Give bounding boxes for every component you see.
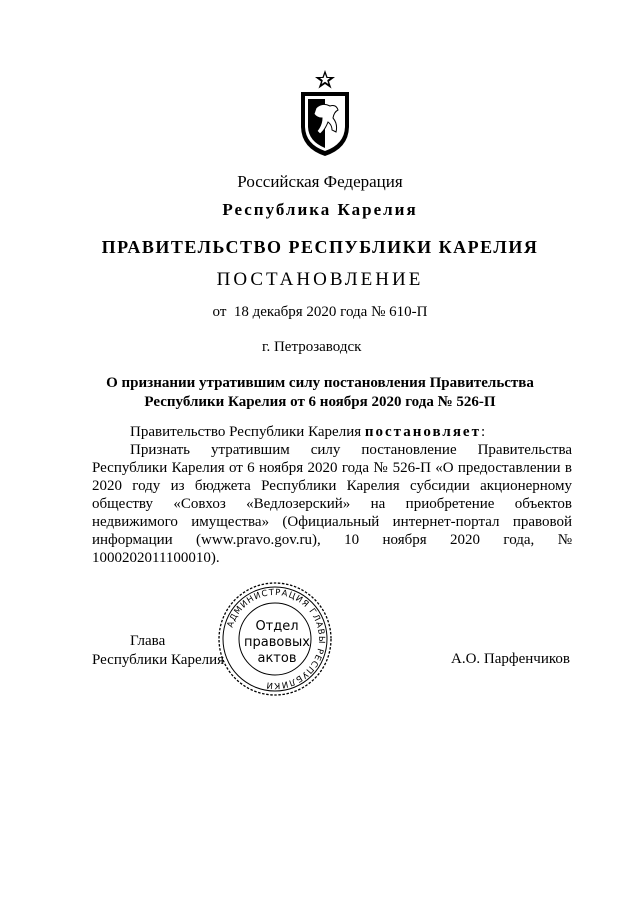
country-name: Российская Федерация [237, 172, 403, 191]
stamp-ring-text: АДМИНИСТРАЦИЯ ГЛАВЫ РЕСПУБЛИКИ [225, 587, 327, 691]
document-subject [0, 374, 640, 412]
preamble-verb: постановляет [364, 424, 481, 440]
subject-line-2: Республики Карелия от 6 ноября 2020 года № 526-П [144, 394, 496, 410]
signatory-name: А.О. Парфенчиков [451, 651, 570, 667]
preamble-colon: : [480, 424, 486, 440]
issuing-authority: ПРАВИТЕЛЬСТВО РЕСПУБЛИКИ КАРЕЛИЯ [101, 237, 539, 257]
stamp-line-1: Отдел [255, 619, 299, 634]
preamble-text: Правительство Республики Карелия [130, 424, 365, 440]
stamp-line-2: правовых [244, 635, 310, 650]
signatory-title-line-1: Глава [130, 633, 166, 649]
subject-line-1: О признании утратившим силу постановления Правительства [106, 375, 534, 391]
stamp-line-3: актов [257, 651, 297, 666]
document-date-number: от 18 декабря 2020 года № 610-П [212, 304, 428, 320]
signatory-title-line-2: Республики Карелия [92, 652, 225, 668]
official-stamp [216, 580, 334, 698]
republic-name: Республика Карелия [222, 200, 418, 219]
preamble [92, 423, 572, 441]
coat-of-arms-icon [298, 68, 352, 158]
resolution-text: Признать утратившим силу постановление Правительства Республики Карелия от 6 ноября 2020 года № 526-П «О предоставлении в 2020 году из бюджета Республики Карелия субсидии акционерному обществу «Совхоз «Ведлозерский» на приобретение объектов недвижимого имущества» (Официальный интернет-портал правовой информации (www.pravo.gov.ru), 10 ноября 2020 года, № 1000202011100010). [92, 442, 572, 566]
document-type: ПОСТАНОВЛЕНИЕ [216, 269, 424, 290]
document-city: г. Петрозаводск [262, 339, 362, 355]
